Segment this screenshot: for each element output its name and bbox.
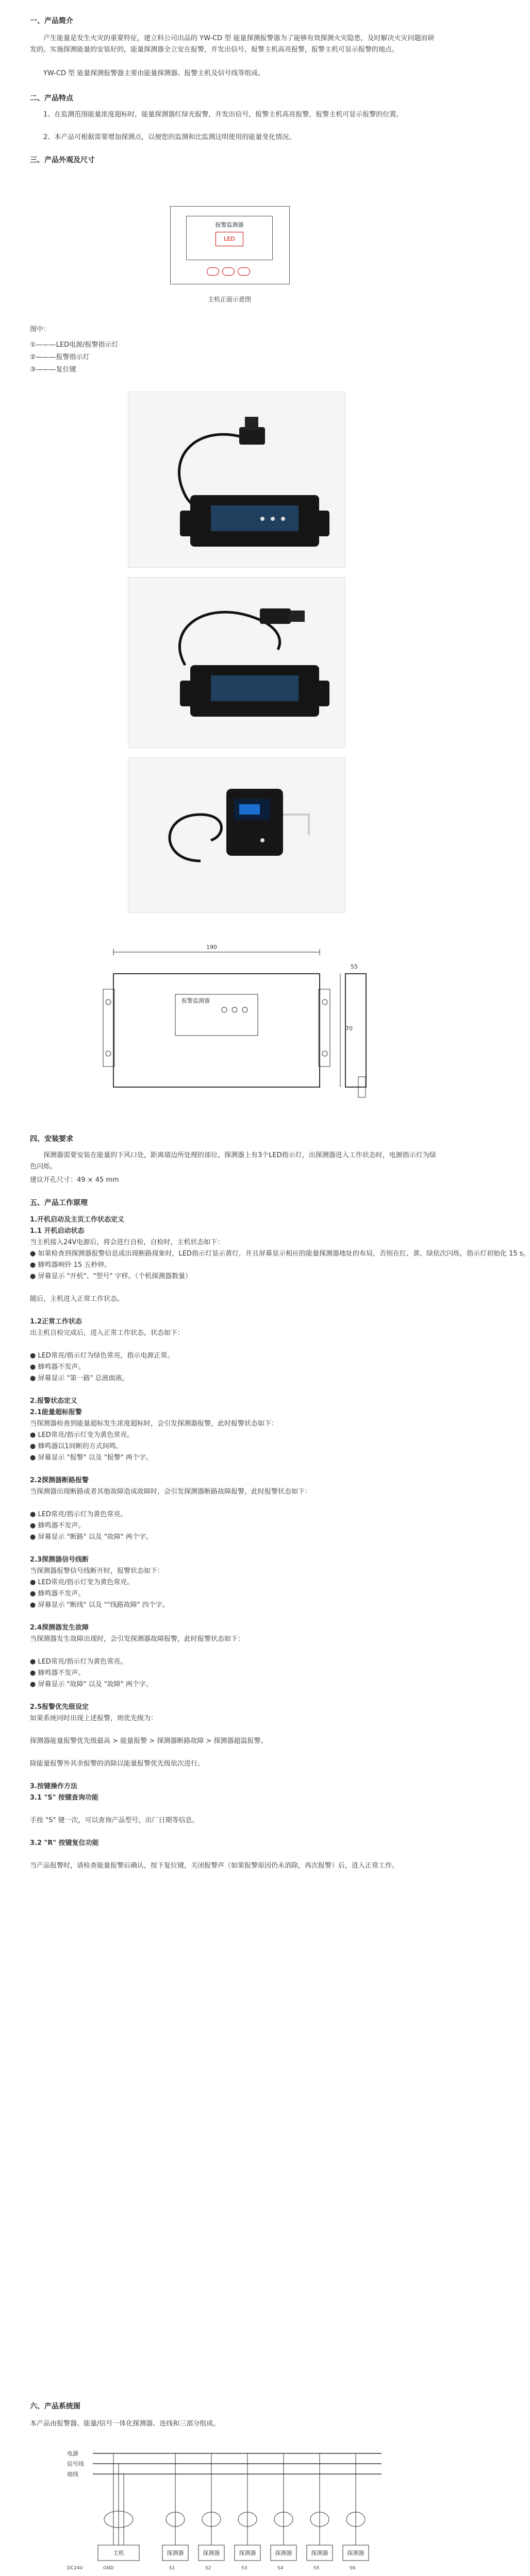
body-line: ● 屏幕显示 "开机"、"型号" 字样。（个机探测器数量） — [30, 1273, 192, 1280]
legend-title: 图中： — [30, 326, 51, 333]
body-line: 当产品报警时，请检查能量报警后确认，按下复位键，关闭报警声（如果报警原因仍未消除，再次报警）后，进入正常工作。 — [30, 1862, 399, 1870]
diagram-rail-8: S6 — [350, 2566, 356, 2571]
diagram-rail-2: GND — [103, 2566, 114, 2571]
body-line: ● LED常亮/指示灯为黄色常亮。 — [30, 1658, 127, 1666]
diagram-signal-label: 信号线 — [67, 2461, 84, 2467]
diagram-rail-4: S2 — [205, 2566, 211, 2571]
product-photo-2 — [128, 577, 345, 748]
body-line: 如果系统同时出现上述报警，则优先级为： — [30, 1715, 158, 1722]
body-line: ● 屏幕显示 "报警" 以及 "报警" 两个字。 — [30, 1454, 153, 1462]
diagram-rail-7: S5 — [313, 2566, 320, 2571]
body-line: ● 蜂鸣器不发声。 — [30, 1522, 85, 1530]
subsection-heading: 3.按键操作方法 — [30, 1783, 77, 1790]
subsection-heading: 2.5报警优先级设定 — [30, 1703, 89, 1711]
diagram-power-label: 电源 — [67, 2450, 78, 2457]
diagram-detector-6: 探测器 — [347, 2550, 365, 2556]
body-line: 探测器能量报警优先级最高 > 能量报警 > 探测器断路故障 > 探测器超温报警。 — [30, 1737, 268, 1745]
dimension-drawing — [103, 943, 392, 1113]
diagram-detector-1: 探测器 — [167, 2550, 184, 2556]
panel-led-display — [216, 232, 243, 246]
body-line: ● LED常亮/指示灯为绿色常亮，指示电源正常。 — [30, 1352, 174, 1360]
section-4-cutout-size: 建议开孔尺寸：49 × 45 mm — [30, 1176, 119, 1184]
diagram-rail-1: DC24V — [67, 2566, 83, 2571]
body-line: 当探测器发生故障出现时，会引发探测器故障报警，此时报警状态如下： — [30, 1635, 245, 1643]
panel-indicator-1-icon — [207, 267, 219, 276]
subsection-heading: 1.2正常工作状态 — [30, 1318, 82, 1326]
diagram-host-label: 主机 — [113, 2550, 124, 2556]
legend-item-2: ②———报警指示灯 — [30, 353, 90, 361]
panel-screen-title: 报警监测器 — [215, 222, 244, 228]
body-line: ● 蜂鸣器响铃 15 五秒钟。 — [30, 1261, 111, 1269]
subsection-heading: 3.2 "R" 按键复位功能 — [30, 1839, 99, 1847]
section-1-paragraph: 产生能量是发生火灾的重要特征，建立科公司出品的 YW-CD 型 能量探测报警器为了能够有效探测火灾隐患，及时解决火灾问题而研发的。实施探测能量的安装好的，能量探测器全立安在报警，并发出信号，报警主机高亮报警，报警主机可显示报警的地点。 — [30, 35, 435, 54]
diagram-ground-label: 地线 — [67, 2471, 78, 2478]
feature-item-2: 2、本产品可根据需要增加探测点，以便您的监测和比监测这明使用的能量变化情况。 — [43, 133, 296, 141]
diagram-detector-5: 探测器 — [311, 2550, 328, 2556]
legend-item-1: ①———LED电源/报警指示灯 — [30, 341, 119, 349]
diagram-detector-4: 探测器 — [275, 2550, 292, 2556]
subsection-heading: 2.4探测器发生故障 — [30, 1624, 89, 1632]
body-line: ● 屏幕显示 "故障" 以及 "故障" 两个字。 — [30, 1681, 153, 1688]
panel-indicator-2-icon — [222, 267, 235, 276]
body-line: ● 蜂鸣器以1间断的方式间鸣。 — [30, 1443, 123, 1450]
body-line: ● 蜂鸣器不发声。 — [30, 1669, 85, 1677]
panel-caption: 主机正面示意图 — [207, 296, 251, 303]
panel-button-row — [207, 267, 253, 276]
section-1-paragraph-2: YW-CD 型 能量探测报警器主要由能量探测器、报警主机及信号线等组成。 — [43, 70, 265, 77]
panel-reset-button-icon — [238, 267, 250, 276]
section-4-title: 四、安装要求 — [30, 1135, 73, 1143]
body-line: ● 蜂鸣器不发声。 — [30, 1590, 85, 1598]
body-line: ● LED常亮/指示灯为黄色常亮。 — [30, 1511, 127, 1518]
body-line: ● 屏幕显示 "断线" 以及 ""线路故障" 四个字。 — [30, 1601, 169, 1609]
diagram-detector-2: 探测器 — [203, 2550, 220, 2556]
subsection-heading: 1.开机启动及主页工作状态定义 — [30, 1216, 124, 1224]
section-3-title: 三、产品外观及尺寸 — [30, 156, 95, 164]
dimension-side-label: 55 — [351, 963, 358, 970]
section-6-paragraph: 本产品由报警器、能量/信号一体化探测器、连线和三部分组成。 — [30, 2420, 220, 2428]
body-line: ● 屏幕显示 "第一路" 总液面液。 — [30, 1375, 129, 1382]
product-photo-1 — [128, 392, 345, 568]
diagram-detector-3: 探测器 — [239, 2550, 256, 2556]
body-line: 随后，主机进入正常工作状态。 — [30, 1295, 124, 1303]
section-2-title: 二、产品特点 — [30, 94, 73, 103]
panel-drawing — [170, 206, 290, 284]
body-line: 当探测器出现断路或者其他故障造成故障时，会引发探测器断路故障报警，此时报警状态如下： — [30, 1488, 312, 1496]
section-6-title: 六、产品系统图 — [30, 2402, 80, 2411]
diagram-rail-6: S4 — [277, 2566, 284, 2571]
subsection-heading: 2.1能量超标报警 — [30, 1409, 82, 1416]
panel-led-text: LED — [224, 235, 235, 242]
diagram-rail-3: S1 — [169, 2566, 175, 2571]
feature-item-1: 1、在监测范围能量浓度超标时，能量探测器红绿光报警，并发出信号，报警主机高亮报警，报警主机可显示报警的位置。 — [43, 111, 403, 118]
dimension-height-label: 70 — [345, 1025, 353, 1032]
body-line: 当探测器检查到能量超标发生浓度超标时，会引发探测器报警，此时报警状态如下： — [30, 1420, 278, 1428]
system-diagram — [52, 2442, 412, 2576]
body-line: 手按 "S" 键一次，可以查询产品型号，出厂日期等信息。 — [30, 1817, 199, 1824]
body-line: ● LED常亮/指示灯变为黄色常亮。 — [30, 1431, 134, 1439]
subsection-heading: 2.报警状态定义 — [30, 1397, 77, 1405]
body-line: ● 屏幕显示 "断路" 以及 "故障" 两个字。 — [30, 1533, 153, 1541]
body-line: ● 如果检查到探测器报警信息或出现断路现象时，LED指示灯显示黄灯，并且屏幕显示相应的能量探测器地址的布局，否则在红、黄、绿依次闪烁，指示灯初始化 15 s。 — [30, 1250, 530, 1258]
section-4-paragraph: 探测器需要安装在能量的下风口处，距离墙边所处理的部位。探测器上有3个LED指示灯，出探测器进入工作状态时，电源指示灯为绿色闪烁。 — [30, 1151, 436, 1171]
body-line: ● LED常亮/指示灯变为黄色常亮。 — [30, 1579, 134, 1586]
legend-item-3: ③———复位键 — [30, 366, 76, 374]
dimension-panel-title: 报警监测器 — [181, 997, 210, 1004]
dimension-width-label: 190 — [206, 944, 217, 951]
subsection-heading: 2.2探测器断路报警 — [30, 1477, 89, 1484]
section-5-title: 五、产品工作原理 — [30, 1199, 88, 1207]
body-line: ● 蜂鸣器不发声。 — [30, 1363, 85, 1371]
product-photo-3 — [128, 757, 345, 913]
body-line: 当主机接入24V电源后，将会进行自检，自检时，主机状态如下： — [30, 1239, 224, 1246]
subsection-heading: 1.1 开机启动状态 — [30, 1227, 85, 1235]
body-line: 出主机自检完成后，进入正常工作状态，状态如下： — [30, 1329, 185, 1337]
section-1-title: 一、产品简介 — [30, 17, 73, 25]
subsection-heading: 3.1 "S" 按键查询功能 — [30, 1794, 98, 1802]
diagram-rail-5: S3 — [241, 2566, 247, 2571]
panel-screen-frame — [186, 216, 273, 260]
subsection-heading: 2.3探测器信号线断 — [30, 1556, 89, 1564]
body-line: 当探测器报警信号线断开时，报警状态如下： — [30, 1567, 164, 1575]
body-line: 除能量报警外其余报警的消除以能量报警优先级依次进行。 — [30, 1760, 205, 1768]
